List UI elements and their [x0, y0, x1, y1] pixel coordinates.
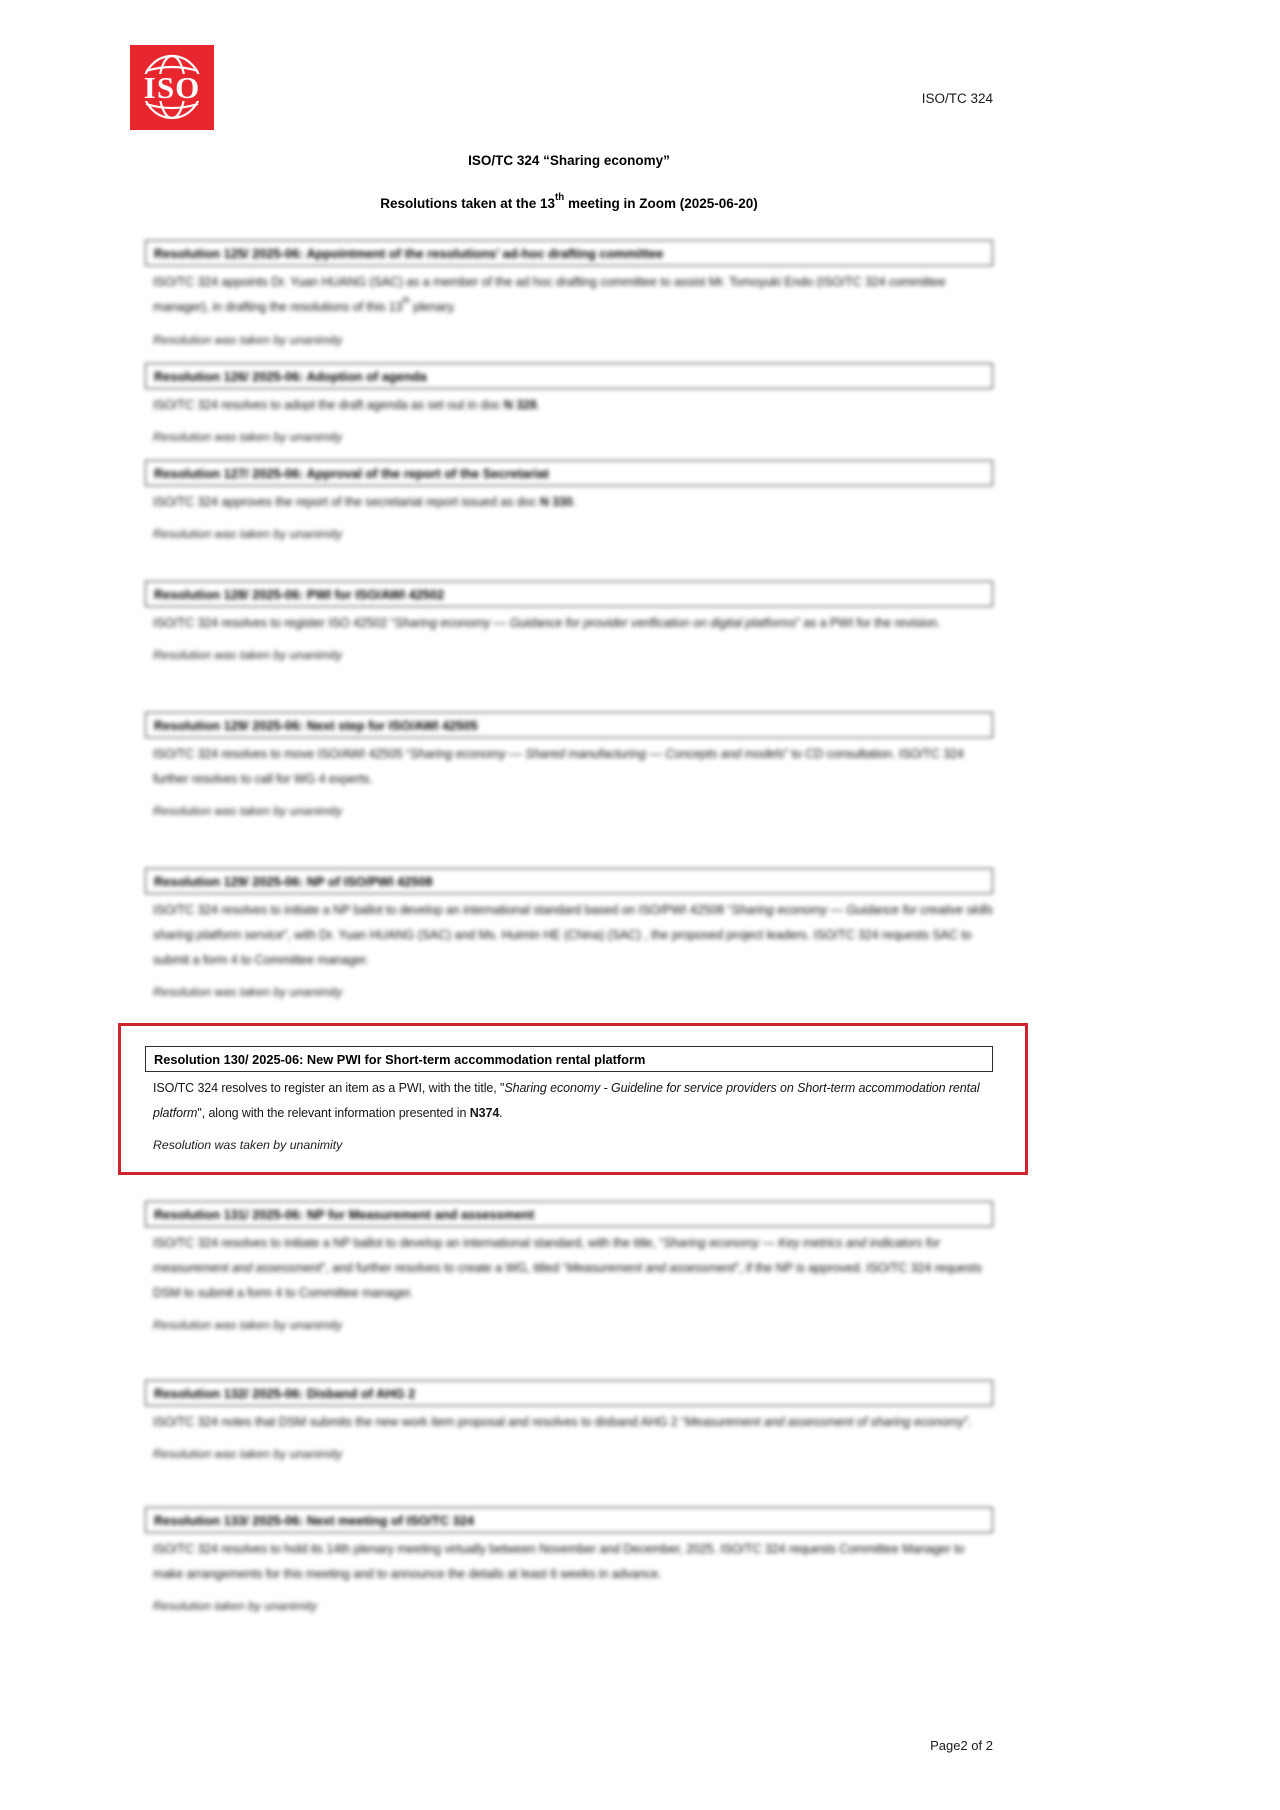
resolution-heading: Resolution 127/ 2025-06: Approval of the report of the Secretariat — [154, 465, 549, 481]
resolution-heading: Resolution 126/ 2025-06: Adoption of agenda — [154, 368, 427, 384]
resolution-unanimity-note: Resolution was taken by unanimity — [153, 527, 343, 541]
resolution-heading: Resolution 131/ 2025-06: NP for Measurement and assessment — [154, 1206, 535, 1222]
document-code: ISO/TC 324 — [921, 91, 993, 106]
resolution-heading: Resolution 129/ 2025-06: Next step for ISO/AWI 42505 — [154, 717, 478, 733]
resolution-heading: Resolution 130/ 2025-06: New PWI for Short-term accommodation rental platform — [154, 1051, 646, 1067]
page-number: Page2 of 2 — [930, 1738, 993, 1753]
iso-logo-text: ISO — [143, 70, 201, 105]
resolution-heading: Resolution 133/ 2025-06: Next meeting of ISO/TC 324 — [154, 1512, 475, 1528]
resolution-section — [145, 868, 993, 1005]
subtitle-text: Resolutions taken at the 13 — [380, 196, 556, 211]
text-run: Sharing economy - Guideline for service providers on Short-term accommodation rental platform — [153, 1081, 980, 1120]
resolution-body — [153, 393, 993, 418]
resolution-body — [153, 490, 993, 515]
resolution-heading-box — [145, 712, 993, 738]
resolution-heading-box — [145, 1380, 993, 1406]
resolution-unanimity-note: Resolution was taken by unanimity — [153, 333, 343, 347]
resolution-body — [153, 898, 993, 973]
resolution-section — [145, 712, 993, 824]
resolution-unanimity-note: Resolution was taken by unanimity — [153, 804, 343, 818]
resolution-unanimity-note: Resolution was taken by unanimity — [153, 985, 343, 999]
resolution-heading: Resolution 125/ 2025-06: Appointment of the resolutions’ ad-hoc drafting committee — [154, 245, 664, 261]
resolution-heading-box — [145, 460, 993, 486]
text-run: N374 — [469, 1106, 500, 1120]
resolution-unanimity-note: Resolution was taken by unanimity — [153, 1447, 343, 1461]
resolution-heading: Resolution 132/ 2025-06: Disband of AHG 2 — [154, 1385, 416, 1401]
resolution-section — [145, 581, 993, 668]
resolution-body — [153, 1537, 993, 1587]
resolution-heading-box — [145, 1046, 993, 1072]
resolution-body — [153, 1410, 993, 1435]
text-run: th — [402, 295, 410, 306]
resolution-section — [145, 240, 993, 353]
resolution-heading-box — [145, 1507, 993, 1533]
text-run: ISO/TC 324 resolves to hold its 14th plenary meeting virtually between November and December, 2025. ISO/TC 324 requests Committee Manager to make arrangements for this meeting and to announce the details at least 6 weeks in advance. — [153, 1542, 965, 1581]
resolution-body — [153, 742, 993, 792]
text-run: Sharing economy — Guidance for provider verification on digital platforms — [394, 616, 796, 630]
subtitle-superscript: th — [555, 191, 565, 203]
text-run: ”, and further resolves to create a WG, titled “ — [321, 1261, 567, 1275]
text-run: ISO/TC 324 resolves to move ISO/AWI 42505 “ — [153, 747, 411, 761]
resolution-body — [153, 611, 993, 636]
resolution-unanimity-note: Resolution was taken by unanimity — [153, 648, 343, 662]
text-run: . — [572, 495, 577, 509]
resolution-unanimity-note: Resolution was taken by unanimity — [153, 430, 343, 444]
resolution-heading: Resolution 128/ 2025-06: PWI for ISO/AWI 42502 — [154, 586, 445, 602]
resolution-section — [118, 1023, 1028, 1175]
text-run: ISO/TC 324 resolves to initiate a NP ballot to develop an international standard, with the title, “ — [153, 1236, 664, 1250]
subtitle-text-suffix: meeting in Zoom (2025-06-20) — [564, 196, 758, 211]
text-run: Measurement and assessment of sharing economy — [685, 1415, 965, 1429]
text-run: ISO/TC 324 approves the report of the secretariat report issued as doc — [153, 495, 540, 509]
resolution-heading-box — [145, 363, 993, 389]
resolution-unanimity-note: Resolution was taken by unanimity — [153, 1138, 343, 1152]
text-run: ISO/TC 324 resolves to adopt the draft agenda as set out in doc — [153, 398, 504, 412]
iso-logo — [130, 45, 214, 130]
resolutions-list — [145, 240, 993, 1619]
text-run: ISO/TC 324 appoints Dr. Yuan HUANG (SAC) as a member of the ad hoc drafting committee to assist Mr. Tomoyuki Endo (ISO/TC 324 committee manager), in drafting the resolutions of this 13 — [153, 275, 946, 314]
resolution-unanimity-note: Resolution was taken by unanimity — [153, 1318, 343, 1332]
text-run: ISO/TC 324 notes that DSM submits the new work item proposal and resolves to disband AHG 2 “ — [153, 1415, 686, 1429]
resolution-heading-box — [145, 868, 993, 894]
text-run: ISO/TC 324 resolves to register an item as a PWI, with the title, " — [153, 1081, 505, 1095]
text-run: ISO/TC 324 resolves to initiate a NP ballot to develop an international standard based on ISO/PWI 42508 “ — [153, 903, 732, 917]
text-run: Measurement and assessment — [566, 1261, 735, 1275]
resolution-heading: Resolution 129/ 2025-06: NP of ISO/PWI 42508 — [154, 873, 433, 889]
resolution-section — [145, 1380, 993, 1467]
text-run: . — [536, 398, 540, 412]
text-run: plenary. — [409, 300, 456, 314]
text-run: N 328 — [503, 398, 537, 412]
text-run: ” to CD consultation. ISO/TC 324 further resolves to call for WG 4 experts. — [153, 747, 964, 786]
resolution-section — [145, 363, 993, 450]
resolution-heading-box — [145, 1201, 993, 1227]
text-run: ”, with Dr. Yuan HUANG (SAC) and Ms. Huimin HE (China) (SAC) , the proposed project leaders. ISO/TC 324 requests SAC to submit a form 4 to Committee manager. — [153, 928, 972, 967]
text-run: N 330 — [539, 495, 573, 509]
text-run: ISO/TC 324 resolves to register ISO 42502 “ — [153, 616, 395, 630]
text-run: ”, if the NP is approved. ISO/TC 324 requests DSM to submit a form 4 to Committee manager. — [153, 1261, 982, 1300]
resolution-unanimity-note: Resolution taken by unanimity — [153, 1599, 318, 1613]
resolution-section — [145, 460, 993, 547]
text-run: ” as a PWI for the revision. — [795, 616, 941, 630]
resolution-section — [145, 1507, 993, 1619]
resolution-heading-box — [145, 581, 993, 607]
resolution-section — [145, 1201, 993, 1338]
text-run: . — [499, 1106, 503, 1120]
text-run: Sharing economy — Guidance for creative skills sharing platform service — [153, 903, 994, 942]
resolution-body — [153, 270, 993, 321]
document-subtitle — [145, 191, 993, 211]
text-run: ", along with the relevant information presented in — [197, 1106, 470, 1120]
text-run: Sharing economy — Shared manufacturing — Concepts and models — [410, 747, 785, 761]
resolution-heading-box — [145, 240, 993, 266]
document-title: ISO/TC 324 “Sharing economy” — [468, 153, 670, 168]
text-run: ”. — [964, 1415, 972, 1429]
text-run: Sharing economy — Key metrics and indicators for measurement and assessment — [153, 1236, 940, 1275]
resolution-body — [153, 1231, 993, 1306]
resolution-body — [153, 1076, 993, 1126]
